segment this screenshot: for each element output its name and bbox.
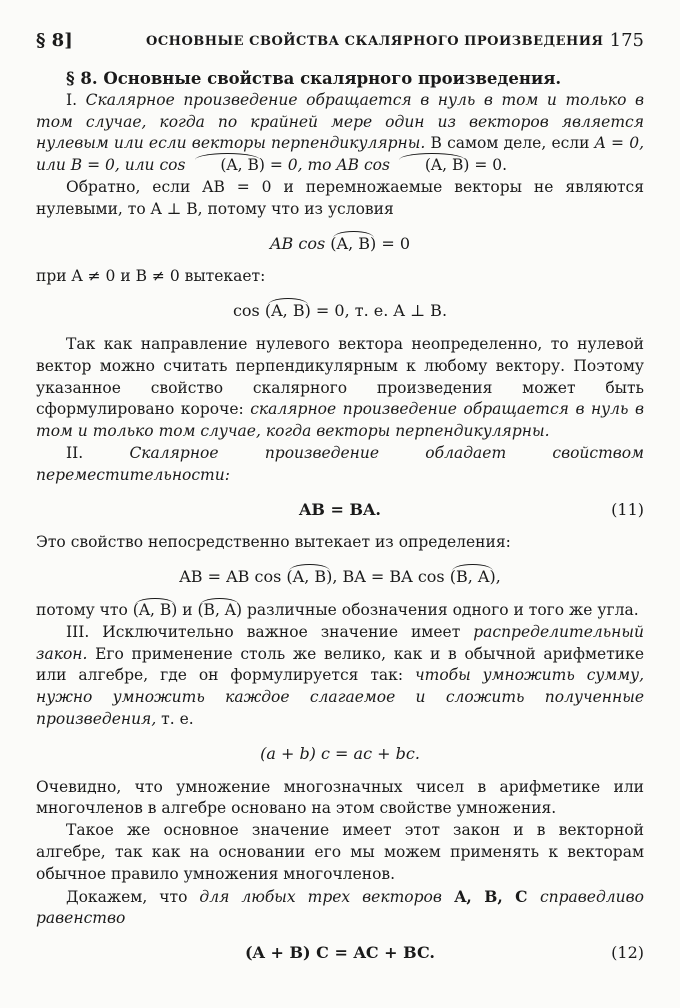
header-section: § 8] <box>36 30 73 51</box>
paragraph-definition: Это свойство непосредственно вытекает из определения: <box>36 533 511 552</box>
equation-11 <box>36 499 644 521</box>
running-header <box>36 30 644 56</box>
p11-italic-1: для любых трех векторов <box>199 887 442 906</box>
angle-notation: (A, B) <box>330 233 377 253</box>
p1-lead: I. <box>66 90 86 109</box>
p11-vectors: A, B, C <box>441 886 540 906</box>
paragraph-zero-vector <box>36 334 644 443</box>
p7-b: и <box>177 600 198 619</box>
paragraph-arithmetic: Очевидно, что умножение многозначных чисел в арифметике или многочленов в алгебре основано на этом свойстве умножения. <box>36 777 644 818</box>
paragraph-property-3 <box>36 622 644 731</box>
p8-italic-1: распределительный закон. <box>36 622 644 663</box>
p4-italic: скалярное произведение обращается в нуль в том и только том случае, когда векторы перпендикулярны. <box>36 400 645 441</box>
section-heading: § 8. Основные свойства скалярного произведения. <box>66 69 562 88</box>
paragraph-converse: Обратно, если AB = 0 и перемножаемые векторы не являются нулевыми, то A ⊥ B, потому что из условия <box>36 177 644 218</box>
paragraph-condition: при A ≠ 0 и B ≠ 0 вытекает: <box>36 267 266 286</box>
angle-notation: (A, B) <box>133 600 178 622</box>
eq11-body: AB = BA. <box>299 499 381 519</box>
eq2-a: cos <box>232 301 265 321</box>
p8-italic-2: чтобы умножить сумму, нужно умножить каждое слагаемое и сложить полученные произведения, <box>36 666 644 728</box>
equation-distributive-scalar <box>36 743 644 765</box>
angle-notation: (A, B) <box>190 155 265 177</box>
eq2-b: = 0, т. е. A ⊥ B. <box>310 301 448 321</box>
eq12-body: (A + B) C = AC + BC. <box>244 943 435 963</box>
paragraph-property-2 <box>36 443 644 487</box>
equation-12 <box>36 942 644 964</box>
eq1-b: = 0 <box>376 233 411 253</box>
p11-a: Докажем, что <box>66 887 200 906</box>
eq5-body: (a + b) c = ac + bc. <box>260 743 420 763</box>
equation-definition <box>36 566 644 588</box>
paragraph-property-1 <box>36 90 644 177</box>
page-body <box>36 68 644 976</box>
header-title: ОСНОВНЫЕ СВОЙСТВА СКАЛЯРНОГО ПРОИЗВЕДЕНИЯ <box>146 34 604 49</box>
paragraph-same-angle <box>36 600 644 622</box>
p8-a: III. Исключительно важное значение имеет <box>66 622 474 641</box>
p5-italic: Скалярное произведение обладает свойством переместительности: <box>36 443 644 484</box>
paragraph-proof-intro <box>36 886 644 931</box>
eq1-a: AB cos <box>269 233 331 253</box>
angle-notation: (A, B) <box>264 301 311 321</box>
page-number: 175 <box>609 30 644 51</box>
p8-c: т. е. <box>156 709 194 728</box>
p7-c: различные обозначения одного и того же угла. <box>242 600 639 619</box>
angle-notation: (B, A) <box>449 567 496 587</box>
eq4-b: , BA = BA cos <box>332 567 450 587</box>
equation-number: (12) <box>611 943 644 963</box>
angle-notation: (B, A) <box>198 600 243 622</box>
p1-line2-b: = 0, то AB cos <box>264 156 395 175</box>
eq4-a: AB = AB cos <box>179 567 287 587</box>
eq4-c: , <box>495 567 501 587</box>
p4-plain: Так как направление нулевого вектора неопределенно, то нулевой вектор можно считать перпендикулярным к любому вектору. Поэтому указанное свойство скалярного произведения может быть сформулировано короче: <box>36 334 644 419</box>
angle-notation: (A, B) <box>286 567 333 587</box>
p1-line2-c: = 0. <box>469 156 508 175</box>
p5-lead: II. <box>66 443 130 462</box>
angle-notation: (A, B) <box>395 155 470 177</box>
p1-line2-a: A = 0, или B = 0, или cos <box>36 134 644 175</box>
p11-italic-2: справедливо равенство <box>36 887 644 928</box>
p7-a: потому что <box>36 600 133 619</box>
p1-italic: Скалярное произведение обращается в нуль в том и только в том случае, когда по крайней мере один из векторов является нулевым или если векторы перпендикулярны. <box>36 90 644 153</box>
p8-b: Его применение столь же велико, как и в обычной арифметике или алгебре, где он формулируется так: <box>36 644 644 685</box>
equation-2 <box>36 300 644 322</box>
equation-1 <box>36 233 644 255</box>
equation-number: (11) <box>611 499 644 519</box>
paragraph-vector-algebra: Такое же основное значение имеет этот закон и в векторной алгебре, так как на основании его мы можем применять к векторам обычное правило умножения многочленов. <box>36 821 644 883</box>
p1-rest: В самом деле, если <box>425 134 590 153</box>
